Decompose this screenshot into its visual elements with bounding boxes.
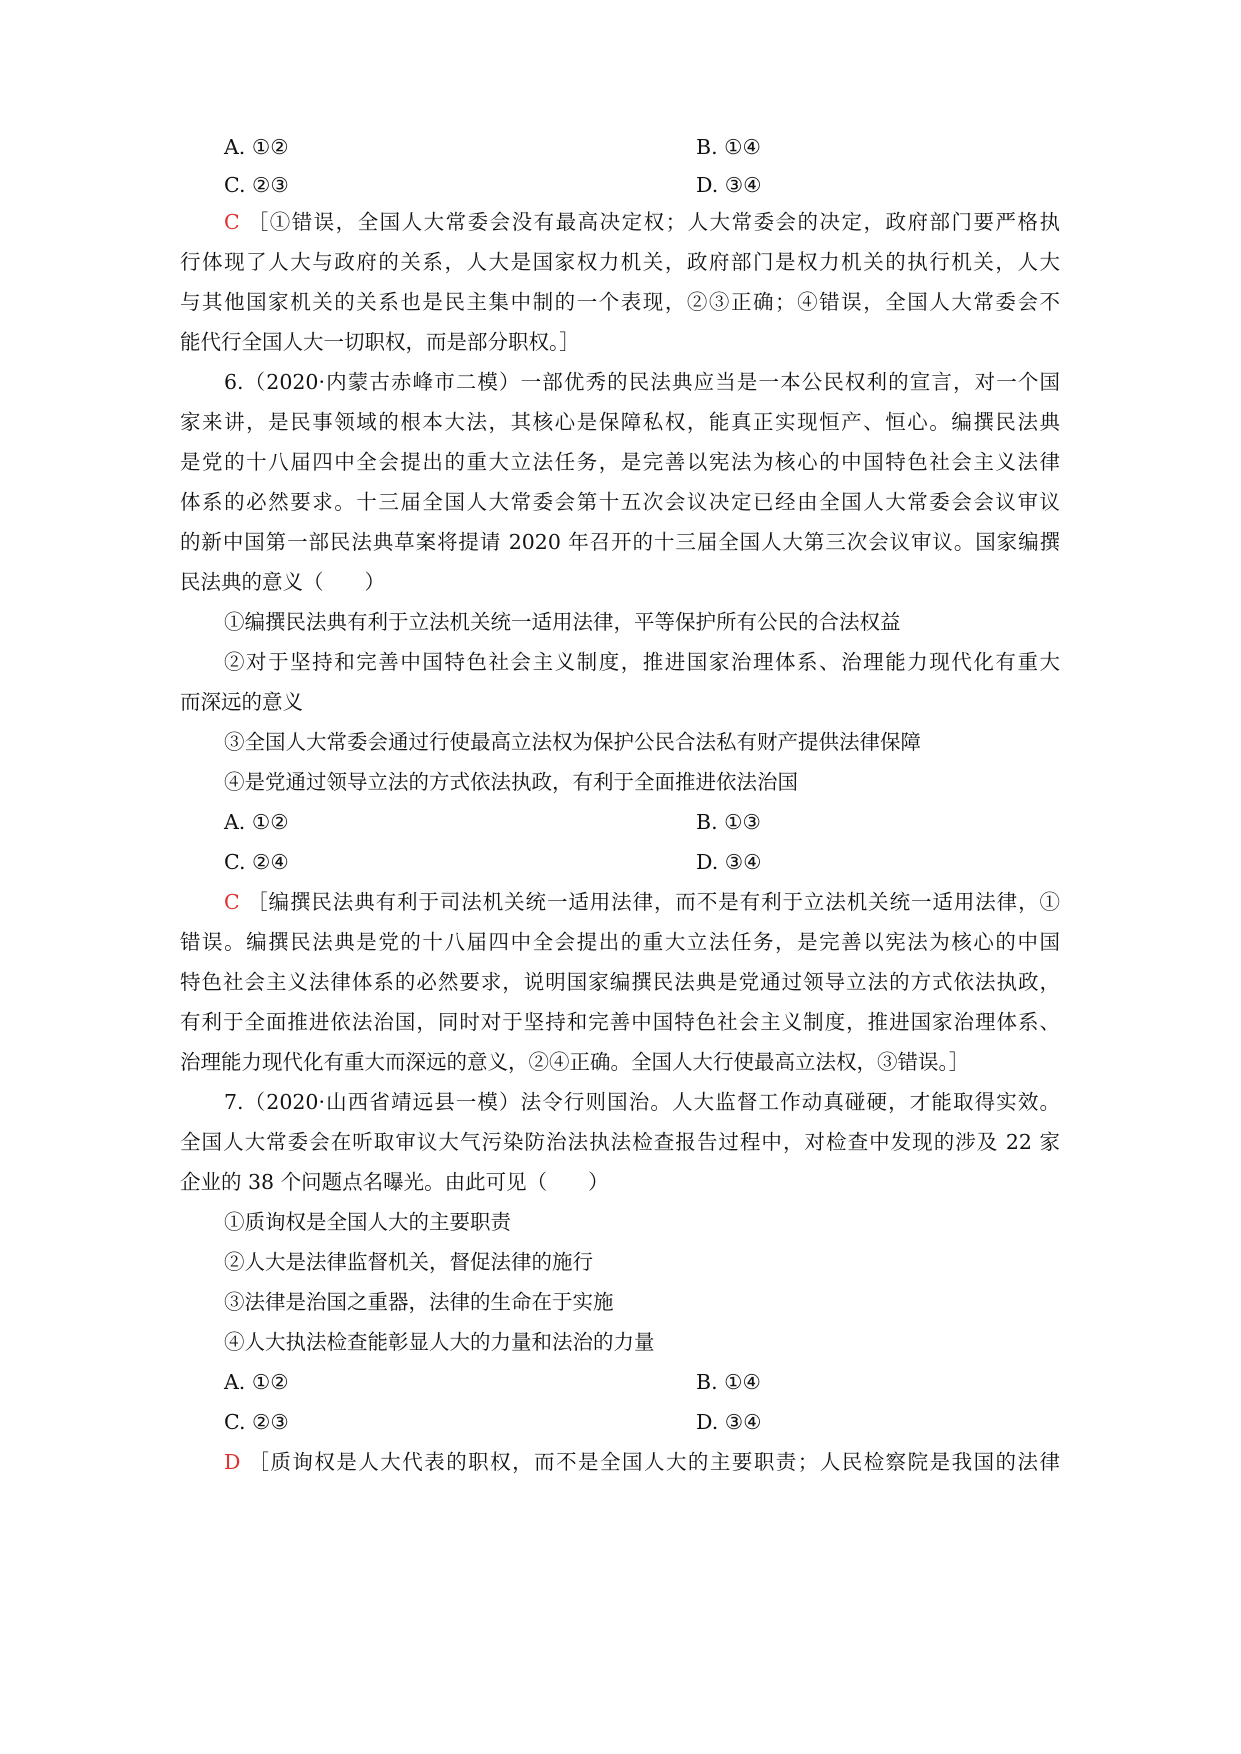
- q6-statement: ③全国人大常委会通过行使最高立法权为保护公民合法私有财产提供法律保障: [224, 730, 921, 754]
- q5-explanation-line: [224, 200, 1060, 244]
- q6-explanation-line: 有利于全面推进依法治国，同时对于坚持和完善中国特色社会主义制度，推进国家治理体系、: [180, 1010, 1060, 1034]
- q6-option-b: B. ①③: [696, 810, 761, 834]
- q6-explanation-line: 特色社会主义法律体系的必然要求，说明国家编撰民法典是党通过领导立法的方式依法执政，: [180, 970, 1060, 994]
- q6-option-c: C. ②④: [224, 850, 289, 874]
- q5-option-b: B. ①④: [696, 135, 761, 159]
- q6-explanation-text: ［编撰民法典有利于司法机关统一适用法律，而不是有利于立法机关统一适用法律，①: [247, 890, 1060, 914]
- q6-stem-line: 是党的十八届四中全会提出的重大立法任务，是完善以宪法为核心的中国特色社会主义法律: [180, 450, 1060, 474]
- q5-explanation-line: 能代行全国人大一切职权，而是部分职权。］: [180, 330, 580, 354]
- q7-option-c: C. ②③: [224, 1410, 289, 1434]
- q7-explanation-text: ［质询权是人大代表的职权，而不是全国人大的主要职责；人民检察院是我国的法律: [248, 1450, 1060, 1474]
- q5-option-c: C. ②③: [224, 173, 289, 197]
- q6-statement: 而深远的意义: [180, 690, 303, 714]
- q5-explanation-text: ［①错误，全国人大常委会没有最高决定权；人大常委会的决定，政府部门要严格执: [247, 210, 1060, 234]
- q6-statement: ④是党通过领导立法的方式依法执政，有利于全面推进依法治国: [224, 770, 798, 794]
- q7-explanation-line: [224, 1440, 1060, 1484]
- q7-statement: ④人大执法检查能彰显人大的力量和法治的力量: [224, 1330, 655, 1354]
- q5-explanation-line: 行体现了人大与政府的关系，人大是国家权力机关，政府部门是权力机关的执行机关，人大: [180, 250, 1060, 274]
- q6-statement: ①编撰民法典有利于立法机关统一适用法律，平等保护所有公民的合法权益: [224, 610, 901, 634]
- q5-explanation-line: 与其他国家机关的关系也是民主集中制的一个表现，②③正确；④错误，全国人大常委会不: [180, 290, 1060, 314]
- q7-statement: ②人大是法律监督机关，督促法律的施行: [224, 1250, 593, 1274]
- q6-stem-line: 民法典的意义（ ）: [180, 570, 385, 594]
- q5-answer-letter: C: [224, 210, 240, 234]
- q6-explanation-line: 治理能力现代化有重大而深远的意义，②④正确。全国人大行使最高立法权，③错误。］: [180, 1050, 970, 1074]
- q6-option-d: D. ③④: [696, 850, 762, 874]
- q5-option-a: A. ①②: [224, 135, 289, 159]
- q6-stem-line: 体系的必然要求。十三届全国人大常委会第十五次会议决定已经由全国人大常委会会议审议: [180, 490, 1060, 514]
- q7-answer-letter: D: [224, 1450, 241, 1474]
- q6-option-a: A. ①②: [224, 810, 289, 834]
- q6-answer-letter: C: [224, 890, 240, 914]
- q6-stem-line: 6.（2020·内蒙古赤峰市二模）一部优秀的民法典应当是一本公民权利的宣言，对一个国: [224, 370, 1060, 394]
- q7-stem-line: 7.（2020·山西省靖远县一模）法令行则国治。人大监督工作动真碰硬，才能取得实效。: [224, 1090, 1060, 1114]
- q7-statement: ③法律是治国之重器，法律的生命在于实施: [224, 1290, 614, 1314]
- q6-stem-line: 的新中国第一部民法典草案将提请 2020 年召开的十三届全国人大第三次会议审议。国家编撰: [180, 530, 1060, 554]
- q6-stem-line: 家来讲，是民事领域的根本大法，其核心是保障私权，能真正实现恒产、恒心。编撰民法典: [180, 410, 1060, 434]
- q7-option-a: A. ①②: [224, 1370, 289, 1394]
- q7-statement: ①质询权是全国人大的主要职责: [224, 1210, 511, 1234]
- q6-explanation-line: [224, 880, 1060, 924]
- q6-explanation-line: 错误。编撰民法典是党的十八届四中全会提出的重大立法任务，是完善以宪法为核心的中国: [180, 930, 1060, 954]
- q7-option-b: B. ①④: [696, 1370, 761, 1394]
- q7-stem-line: 全国人大常委会在听取审议大气污染防治法执法检查报告过程中，对检查中发现的涉及 22 家: [180, 1130, 1060, 1154]
- q7-option-d: D. ③④: [696, 1410, 762, 1434]
- q6-statement: ②对于坚持和完善中国特色社会主义制度，推进国家治理体系、治理能力现代化有重大: [224, 650, 1060, 674]
- q7-stem-line: 企业的 38 个问题点名曝光。由此可见（ ）: [180, 1170, 609, 1194]
- q5-option-d: D. ③④: [696, 173, 762, 197]
